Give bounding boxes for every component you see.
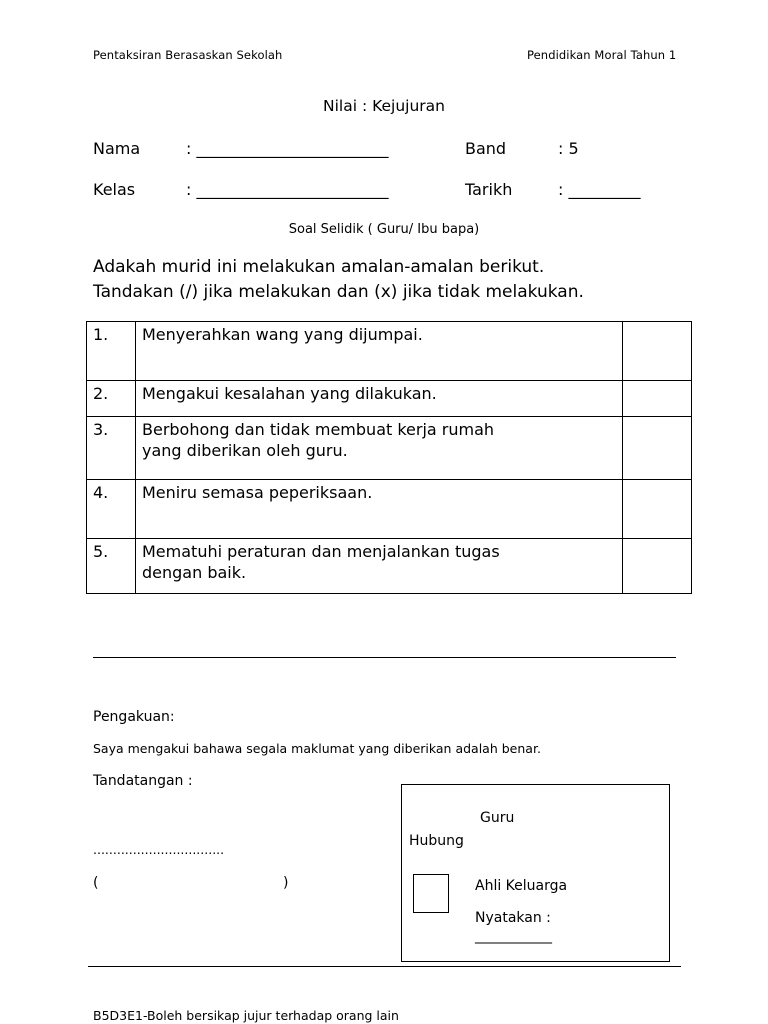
- separator-line: [93, 657, 676, 658]
- answer-cell[interactable]: [623, 417, 692, 480]
- nama-label: Nama: [93, 139, 141, 158]
- item-text-line: dengan baik.: [142, 563, 247, 582]
- survey-subtitle: Soal Selidik ( Guru/ Ibu bapa): [288, 222, 480, 237]
- table-row: [87, 417, 692, 480]
- item-number: 1.: [87, 322, 136, 381]
- declaration-heading: Pengakuan:: [93, 709, 175, 725]
- panel-nyatakan: Nyatakan :: [475, 910, 551, 926]
- signature-dots: .................................: [93, 842, 225, 857]
- item-number: 3.: [87, 417, 136, 480]
- table-row: [87, 322, 692, 381]
- page-title: Nilai : Kejujuran: [323, 97, 445, 115]
- declaration-statement: Saya mengakui bahawa segala maklumat yang diberikan adalah benar.: [93, 741, 541, 756]
- item-number: 2.: [87, 381, 136, 417]
- item-number: 5.: [87, 539, 136, 594]
- item-text-line: Meniru semasa peperiksaan.: [142, 483, 373, 502]
- band-label: Band: [465, 139, 507, 158]
- family-checkbox[interactable]: [413, 874, 449, 913]
- kelas-field: : ________________________: [186, 180, 389, 199]
- nama-field: : ________________________: [186, 139, 389, 158]
- item-text: [136, 322, 623, 381]
- band-value: : 5: [558, 139, 579, 158]
- item-text-line: Berbohong dan tidak membuat kerja rumah: [142, 420, 495, 439]
- instruction-line-2: Tandakan (/) jika melakukan dan (x) jika tidak melakukan.: [93, 282, 584, 302]
- answer-cell[interactable]: [623, 322, 692, 381]
- table-row: [87, 539, 692, 594]
- item-number: 4.: [87, 480, 136, 539]
- table-row: [87, 480, 692, 539]
- checklist-table: [86, 321, 692, 594]
- table-row: [87, 381, 692, 417]
- item-text: [136, 539, 623, 594]
- item-text: [136, 417, 623, 480]
- panel-guru: Guru: [480, 810, 515, 826]
- panel-ahli-keluarga: Ahli Keluarga: [475, 878, 568, 894]
- header-right: Pendidikan Moral Tahun 1: [527, 48, 677, 62]
- item-text-line: Mengakui kesalahan yang dilakukan.: [142, 384, 437, 403]
- panel-nyatakan-blank: ___________: [475, 928, 552, 944]
- header-left: Pentaksiran Berasaskan Sekolah: [93, 48, 283, 62]
- footer-descriptor: B5D3E1-Boleh bersikap jujur terhadap orang lain: [93, 1008, 399, 1023]
- answer-cell[interactable]: [623, 381, 692, 417]
- panel-hubung: Hubung: [409, 833, 464, 849]
- instruction-line-1: Adakah murid ini melakukan amalan-amalan berikut.: [93, 257, 545, 277]
- item-text-line: Menyerahkan wang yang dijumpai.: [142, 325, 423, 344]
- tarikh-field: : _________: [558, 180, 641, 199]
- answer-cell[interactable]: [623, 539, 692, 594]
- item-text-line: Mematuhi peraturan dan menjalankan tugas: [142, 542, 500, 561]
- answer-cell[interactable]: [623, 480, 692, 539]
- item-text-line: yang diberikan oleh guru.: [142, 441, 348, 460]
- name-paren-open: (: [93, 875, 99, 891]
- item-text: [136, 381, 623, 417]
- bottom-line: [88, 966, 681, 967]
- kelas-label: Kelas: [93, 180, 136, 199]
- signature-label: Tandatangan :: [93, 773, 193, 789]
- tarikh-label: Tarikh: [465, 180, 513, 199]
- name-paren-close: ): [283, 875, 289, 891]
- item-text: [136, 480, 623, 539]
